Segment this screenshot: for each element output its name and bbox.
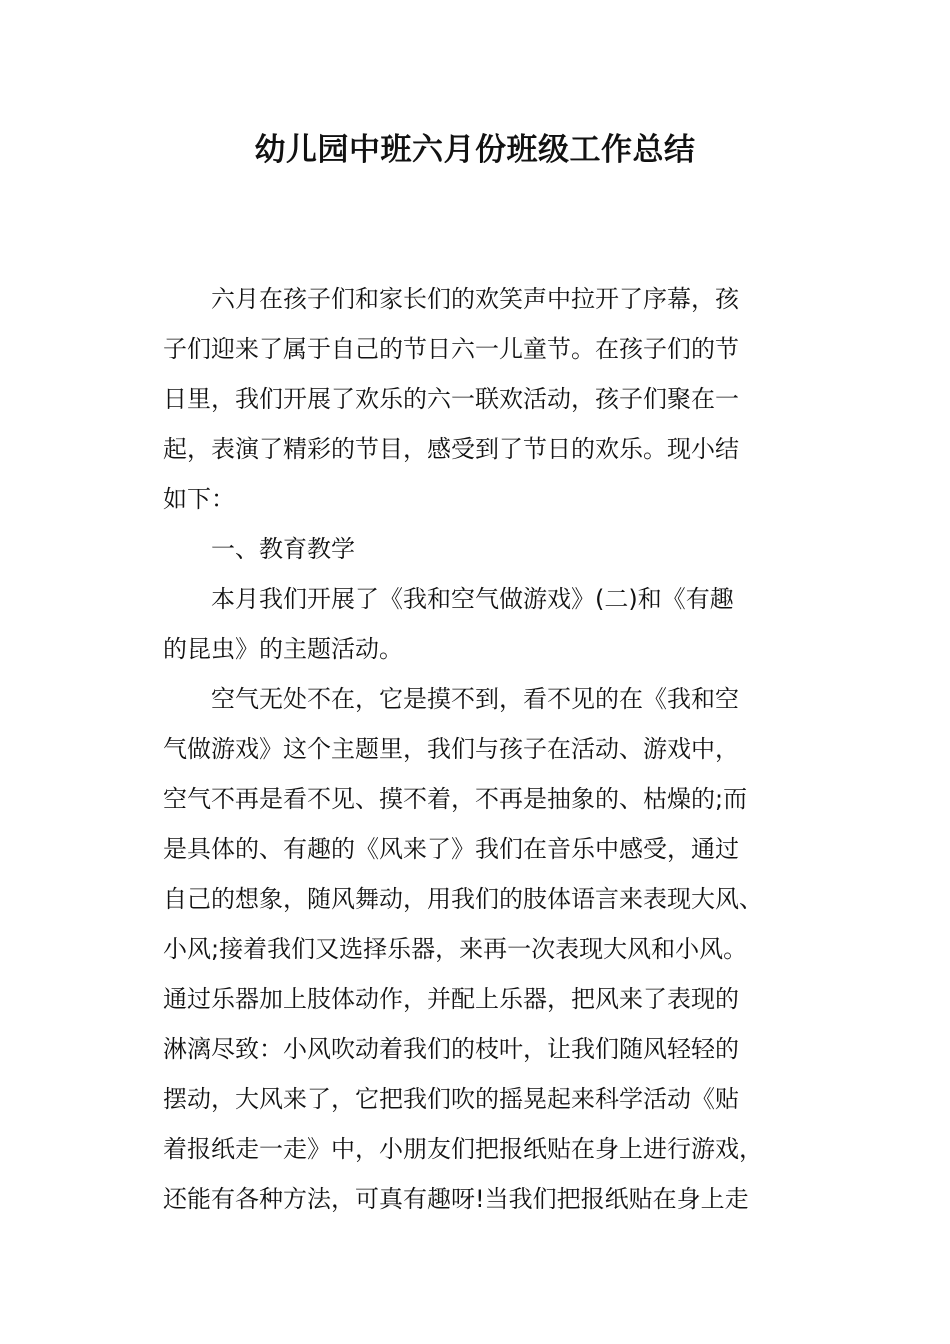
body-line: 摆动，大风来了，它把我们吹的摇晃起来科学活动《贴	[163, 1085, 739, 1113]
body-line: 六月在孩子们和家长们的欢笑声中拉开了序幕，孩	[163, 285, 739, 313]
body-line: 气做游戏》这个主题里，我们与孩子在活动、游戏中，	[163, 735, 739, 763]
body-line: 自己的想象，随风舞动，用我们的肢体语言来表现大风、	[163, 885, 763, 913]
body-line: 空气不再是看不见、摸不着，不再是抽象的、枯燥的;而	[163, 785, 748, 813]
body-line: 子们迎来了属于自己的节日六一儿童节。在孩子们的节	[163, 335, 739, 363]
body-line: 日里，我们开展了欢乐的六一联欢活动，孩子们聚在一	[163, 385, 739, 413]
body-line: 淋漓尽致：小风吹动着我们的枝叶，让我们随风轻轻的	[163, 1035, 739, 1063]
document-title: 幼儿园中班六月份班级工作总结	[254, 132, 696, 168]
body-line: 是具体的、有趣的《风来了》我们在音乐中感受，通过	[163, 835, 739, 863]
body-line: 着报纸走一走》中，小朋友们把报纸贴在身上进行游戏，	[163, 1135, 763, 1163]
body-line: 小风;接着我们又选择乐器，来再一次表现大风和小风。	[163, 935, 748, 963]
body-line: 如下：	[163, 485, 235, 513]
body-line: 空气无处不在，它是摸不到，看不见的在《我和空	[163, 685, 739, 713]
body-line: 通过乐器加上肢体动作，并配上乐器，把风来了表现的	[163, 985, 739, 1013]
body-line: 的昆虫》的主题活动。	[163, 635, 403, 663]
body-line: 起，表演了精彩的节目，感受到了节日的欢乐。现小结	[163, 435, 739, 463]
body-line: 本月我们开展了《我和空气做游戏》(二)和《有趣	[163, 585, 734, 613]
section-heading: 一、教育教学	[163, 535, 355, 563]
document-body	[163, 274, 793, 1224]
body-line: 还能有各种方法，可真有趣呀!当我们把报纸贴在身上走	[163, 1185, 749, 1213]
